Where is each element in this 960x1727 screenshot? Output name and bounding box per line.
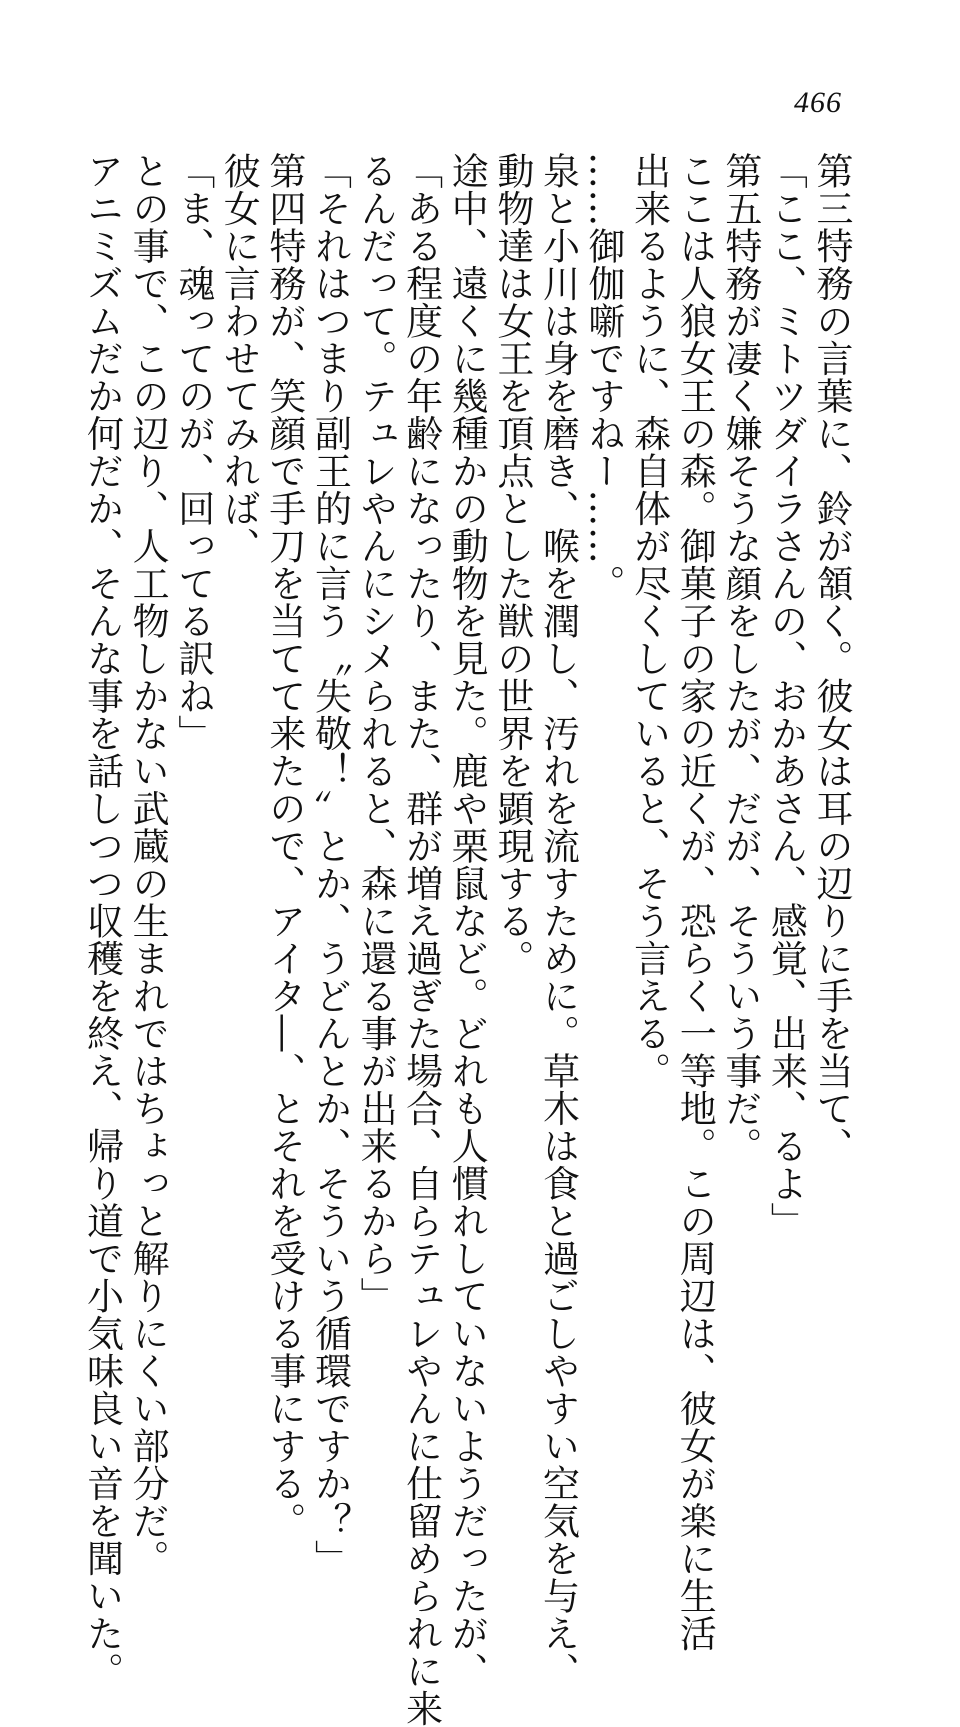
page-number: 466 [794, 86, 842, 119]
text-line: 「ここ、ミトツダイラさんの、おかあさん、感覚、出来、るよ」 [764, 152, 808, 1240]
text-line: 出来るように、森自体が尽くしていると、そう言える。 [627, 152, 671, 1090]
text-line: ここは人狼女王の森。御菓子の家の近くが、恐らく一等地。この周辺は、彼女が楽に生活 [673, 152, 717, 1652]
text-line: との事で、この辺り、人工物しかない武蔵の生まれではちょっと解りにくい部分だ。 [126, 152, 170, 1577]
text-line: 彼女に言わせてみれば、 [217, 152, 261, 565]
text-line: るんだって。テュレやんにシメられると、森に還る事が出来るから」 [354, 152, 398, 1315]
text-line: 途中、遠くに幾種かの動物を見た。鹿や栗鼠など。どれも人慣れしていないようだったが、 [445, 152, 489, 1690]
text-line: アニミズムだか何だか、そんな事を話しつつ収穫を終え、帰り道で小気味良い音を聞いた。 [80, 152, 124, 1690]
text-line: ……御伽噺ですねー……。 [582, 152, 626, 602]
text-line: 「ある程度の年齢になったり、また、群が増え過ぎた場合、自らテュレやんに仕留められに来 [399, 152, 443, 1727]
text-line: 動物達は女王を頂点とした獣の世界を顕現する。 [490, 152, 534, 977]
body-text [79, 152, 854, 1727]
text-line: 泉と小川は身を磨き、喉を潤し、汚れを流すために。草木は食と過ごしやすい空気を与え、 [536, 152, 580, 1690]
text-line: 第四特務が、笑顔で手刀を当てて来たので、アイタ―、とそれを受ける事にする。 [262, 152, 306, 1540]
text-line: 「それはつまり副王的に言う〝失敬！〟とか、うどんとか、そういう循環ですか？」 [308, 152, 352, 1577]
text-line: 第五特務が凄く嫌そうな顔をしたが、だが、そういう事だ。 [718, 152, 762, 1165]
text-line: 第三特務の言葉に、鈴が頷く。彼女は耳の辺りに手を当て、 [810, 152, 853, 1165]
text-line: 「ま、魂ってのが、回ってる訳ね」 [171, 152, 215, 752]
